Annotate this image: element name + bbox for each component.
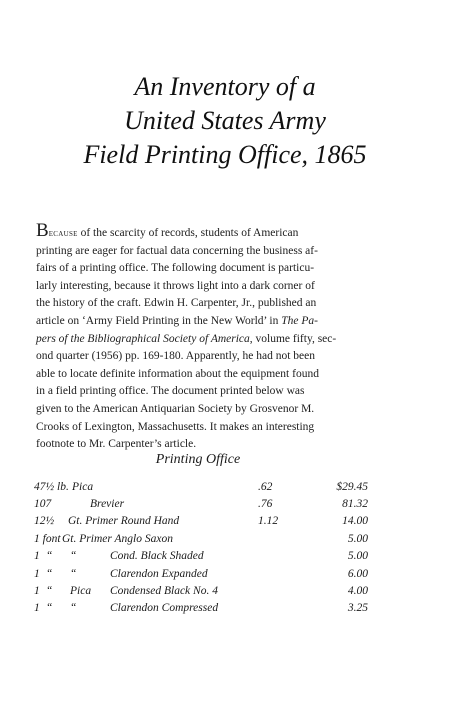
table-row (32, 530, 368, 547)
intro-line-1: Because of the scarcity of records, students of American (36, 220, 299, 241)
item-unit-price (258, 600, 302, 617)
item-description (32, 565, 258, 582)
intro-line-13: footnote to Mr. Carpenter’s article. (36, 438, 197, 451)
intro-line-2: printing are eager for factual data concerning the business af- (36, 244, 318, 257)
item-type: Cond. Black Shaded (110, 550, 204, 563)
intro-line-3: fairs of a printing office. The following document is particu- (36, 262, 315, 275)
item-total: 4.00 (347, 585, 368, 598)
item-total: $29.45 (336, 480, 368, 493)
table-row (32, 548, 368, 565)
intro-line-7: pers of the Bibliographical Society of America, volume fifty, sec- (36, 332, 337, 345)
item-type: Brevier (90, 498, 125, 511)
intro-line-8: ond quarter (1956) pp. 169-180. Apparently, he had not been (36, 350, 316, 363)
intro-paragraph (36, 220, 368, 454)
item-unit-price: 1.12 (258, 515, 279, 528)
item-quantity: 1 (34, 585, 40, 598)
item-total: 5.00 (347, 532, 368, 545)
item-quantity: 107 (34, 498, 52, 511)
item-type: Pica (72, 480, 94, 493)
item-unit-price (258, 565, 302, 582)
item-description (32, 600, 258, 617)
inventory-body (32, 478, 368, 617)
inventory-table (32, 478, 368, 617)
article-title (0, 70, 450, 172)
item-size: “ (70, 602, 77, 615)
item-unit: “ (46, 567, 53, 580)
item-unit: “ (46, 550, 53, 563)
item-type: Gt. Primer Anglo Saxon (62, 532, 173, 545)
item-unit-price: .76 (258, 498, 273, 511)
item-description (32, 513, 258, 530)
item-description (32, 478, 258, 495)
table-row (32, 565, 368, 582)
title-line-3: Field Printing Office, 1865 (83, 140, 367, 169)
item-unit-price: .62 (258, 480, 273, 493)
item-total: 81.32 (342, 498, 368, 511)
item-total: 14.00 (342, 515, 368, 528)
item-total: 5.00 (347, 550, 368, 563)
intro-line-12: Crooks of Lexington, Massachusetts. It makes an interesting (36, 420, 315, 433)
small-caps-word: ecause (48, 228, 78, 239)
drop-cap: B (36, 220, 49, 241)
item-quantity: 1 (34, 550, 40, 563)
item-unit: “ (46, 602, 53, 615)
table-row (32, 495, 368, 512)
item-description (32, 548, 258, 565)
item-unit: “ (46, 585, 53, 598)
item-type: Clarendon Compressed (110, 602, 219, 615)
item-total: 3.25 (347, 602, 368, 615)
intro-line-6: article on ‘Army Field Printing in the New World’ in The Pa- (36, 314, 318, 327)
intro-line-5: the history of the craft. Edwin H. Carpenter, Jr., published an (36, 297, 317, 310)
intro-line-4: larly interesting, because it throws light into a dark corner of (36, 279, 315, 292)
item-total: 6.00 (347, 567, 368, 580)
item-type: Condensed Black No. 4 (110, 585, 218, 598)
item-description (32, 530, 258, 547)
item-size: “ (70, 567, 77, 580)
title-line-1: An Inventory of a (134, 72, 316, 101)
journal-title-part-a: The Pa- (281, 314, 318, 327)
item-quantity: 1 (34, 567, 40, 580)
item-description (32, 582, 258, 599)
intro-line-10: in a field printing office. The document printed below was (36, 385, 305, 398)
item-size: Pica (70, 585, 92, 598)
item-quantity: 12½ (34, 515, 55, 528)
item-type: Clarendon Expanded (110, 567, 208, 580)
table-row (32, 582, 368, 599)
table-row (32, 478, 368, 495)
table-row (32, 513, 368, 530)
item-unit-price (258, 530, 302, 547)
intro-line-11: given to the American Antiquarian Society by Grosvenor M. (36, 402, 315, 415)
table-row (32, 600, 368, 617)
item-size: “ (70, 550, 77, 563)
item-description (32, 495, 258, 512)
item-unit-price (258, 582, 302, 599)
section-heading: Printing Office (155, 452, 241, 467)
journal-title-part-b: pers of the Bibliographical Society of America (36, 332, 250, 345)
intro-line-9: able to locate definite information about the equipment found (36, 367, 319, 380)
item-quantity: 1 font (34, 532, 61, 545)
title-line-2: United States Army (124, 106, 326, 135)
item-quantity: 1 (34, 602, 40, 615)
item-type: Gt. Primer Round Hand (68, 515, 180, 528)
item-unit-price (258, 548, 302, 565)
item-quantity: 47½ lb. (34, 480, 69, 493)
